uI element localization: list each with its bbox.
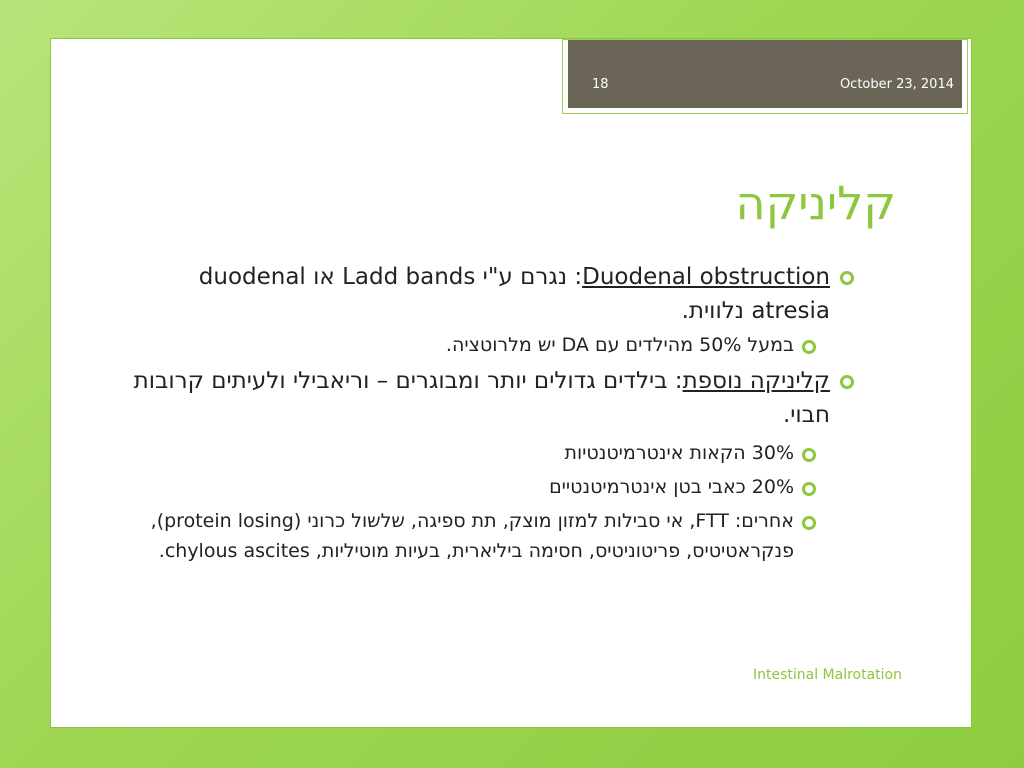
bullet-list xyxy=(120,260,860,570)
bullet-text: : נגרם ע"י Ladd bands או duodenal atresia נלווית. xyxy=(198,264,830,324)
sub-bullet-text: 30% הקאות אינטרמיטנטיות xyxy=(564,442,794,464)
bullet-icon xyxy=(802,516,816,530)
sub-bullet-item xyxy=(120,330,860,360)
bullet-underlined-text: Duodenal obstruction xyxy=(582,264,830,290)
slide-date: October 23, 2014 xyxy=(839,77,954,92)
bullet-item xyxy=(120,260,860,328)
sub-bullet-text: במעל 50% מהילדים עם DA יש מלרוטציה. xyxy=(445,334,794,356)
bullet-icon xyxy=(840,375,854,389)
slide-title: קליניקה xyxy=(735,176,896,230)
bullet-icon xyxy=(802,482,816,496)
sub-bullet-text: אחרים: FTT, אי סבילות למזון מוצק, תת ספיגה, שלשול כרוני (protein losing), פנקראטיטיס, פריטוניטיס, חסימה ביליארית, בעיות מוטיליות, chylous ascites. xyxy=(150,510,794,562)
sub-bullet-item xyxy=(120,506,860,566)
bullet-item xyxy=(120,364,860,432)
bullet-underlined-text: קליניקה נוספת xyxy=(682,368,830,394)
bullet-icon xyxy=(840,271,854,285)
bullet-icon xyxy=(802,340,816,354)
sub-bullet-text: 20% כאבי בטן אינטרמיטנטיים xyxy=(549,476,794,498)
sub-bullet-item xyxy=(120,438,860,468)
slide-header xyxy=(562,39,968,114)
sub-bullet-item xyxy=(120,472,860,502)
bullet-text: : בילדים גדולים יותר ומבוגרים – וריאבילי ולעיתים קרובות חבוי. xyxy=(133,368,830,428)
slide-number: 18 xyxy=(592,77,609,92)
slide-footer: Intestinal Malrotation xyxy=(752,667,902,683)
header-bar xyxy=(568,40,962,108)
bullet-icon xyxy=(802,448,816,462)
